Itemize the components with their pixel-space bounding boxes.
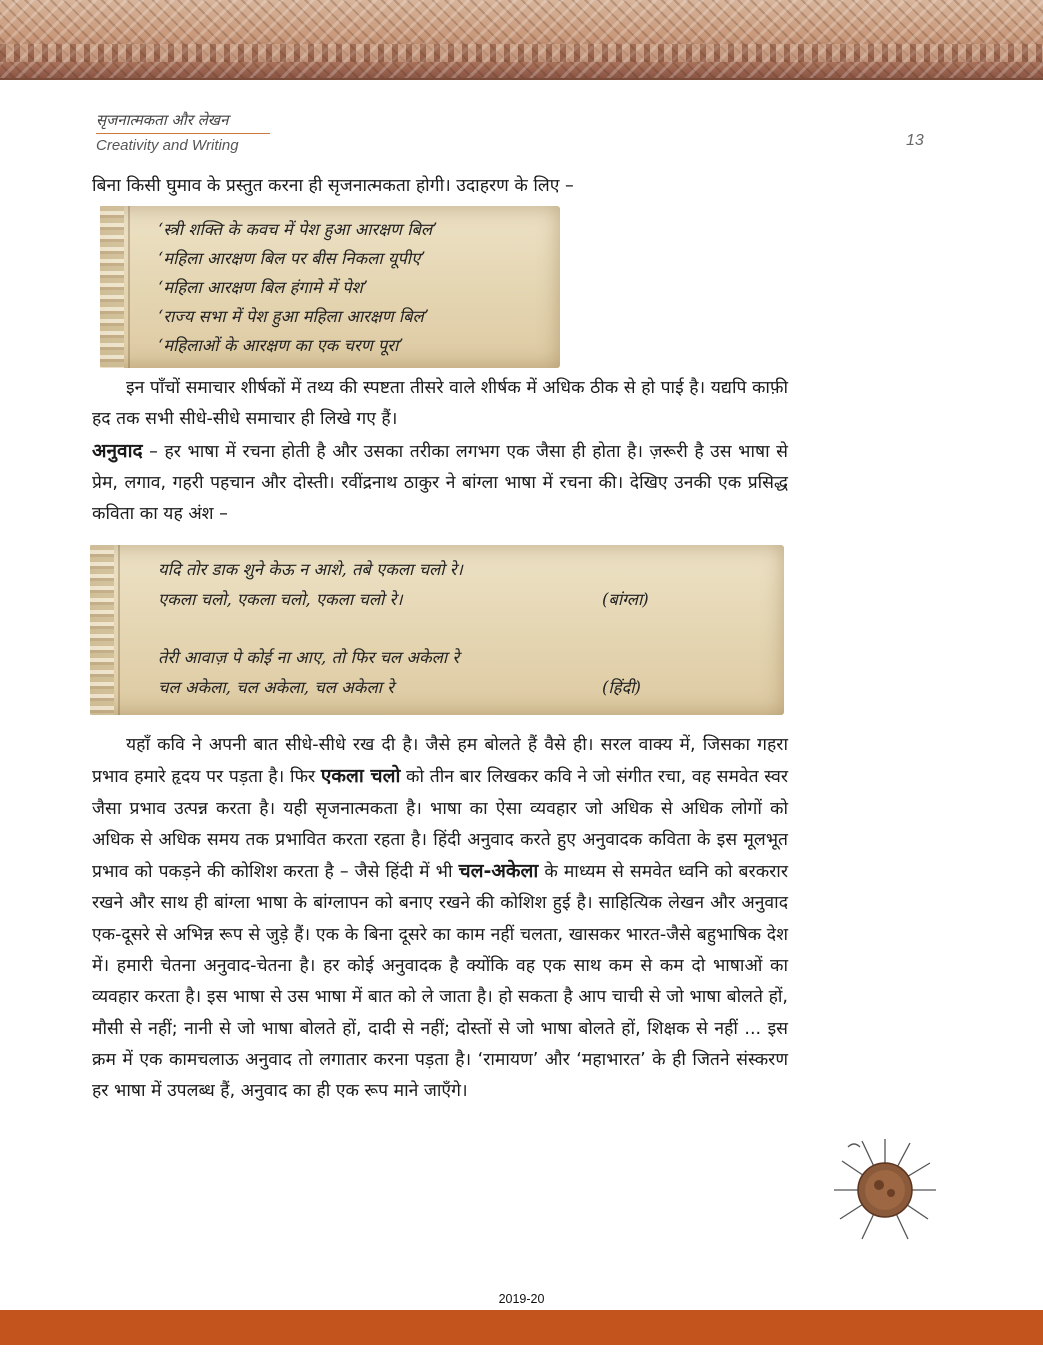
banner-carving-band <box>0 44 1043 62</box>
headline-1: ‘स्त्री शक्ति के कवच में पेश हुआ आरक्षण बिल’ <box>158 220 438 239</box>
headline-3: ‘महिला आरक्षण बिल हंगामे में पेश’ <box>158 278 368 297</box>
sun-ornament-icon <box>830 1135 940 1245</box>
header-rule <box>96 133 270 134</box>
para3-text-2: को तीन बार लिखकर कवि ने जो संगीत रचा, वह समवेत स्वर जैसा प्रभाव उत्पन्न करता है। यही सृजनात्मकता है। भाषा का ऐसा व्यवहार जो अधिक से अधिक लोगों को अधिक से अधिक समय तक प्रभावित करता रहता है। हिंदी अनुवाद करते हुए अनुवादक कविता के इस मूलभूत प्रभाव को पकड़ने की कोशिश करता है – जैसे हिंदी में भी <box>92 767 788 883</box>
para3-text-3: के माध्यम से समवेत ध्वनि को बरकरार रखने और साथ ही बांग्ला भाषा के बांग्लापन को बनाए रखने की कोशिश हुई है। साहित्यिक लेखन और अनुवाद एक-दूसरे से अभिन्न रूप से जुड़े हैं। एक के बिना दूसरे का काम नहीं चलता, खासकर भारत-जैसे बहुभाषिक देश में। हमारी चेतना अनुवाद-चेतना है। हर कोई अनुवादक है क्योंकि वह एक साथ कम से कम दो भाषाओं का व्यवहार करता है। इस भाषा से उस भाषा में बात को ले जाता है। हो सकता है आप चाची से जो भाषा बोलते हों, मौसी से नहीं; नानी से जो भाषा बोलते हों, दादी से नहीं; दोस्तों से जो भाषा बोलते हों, शिक्षक से नहीं ... इस क्रम में एक कामचलाऊ अनुवाद तो लगातार करना पड़ता है। ‘रामायण’ और ‘महाभारत’ के ही जितने संस्करण हर भाषा में उपलब्ध हैं, अनुवाद का ही एक रूप माने जाएँगे। <box>92 862 788 1102</box>
translation-intro-text: – हर भाषा में रचना होती है और उसका तरीका लगभग एक जैसा ही होता है। ज़रूरी है उस भाषा से प्रेम, लगाव, गहरी पहचान और दोस्ती। रवींद्रनाथ ठाकुर ने बांग्ला भाषा में रचना की। देखिए उनकी एक प्रसिद्ध कविता का यह अंश – <box>92 441 788 525</box>
poem-bangla-line-2: एकला चलो, एकला चलो, एकला चलो रे। <box>158 590 403 609</box>
paper-fold-line <box>118 545 120 715</box>
headline-5: ‘महिलाओं के आरक्षण का एक चरण पूरा’ <box>158 336 404 355</box>
paragraph-headline-analysis: इन पाँचों समाचार शीर्षकों में तथ्य की स्पष्टता तीसरे वाले शीर्षक में अधिक ठीक से हो पाई है। यद्यपि काफ़ी हद तक सभी सीधे-सीधे समाचार ही लिखे गए हैं। <box>92 378 788 430</box>
term-chal-akela: चल-अकेला <box>458 860 539 883</box>
poem-hindi-line-1: तेरी आवाज़ पे कोई ना आए, तो फिर चल अकेला रे <box>158 648 460 667</box>
footer-year: 2019-20 <box>498 1292 545 1306</box>
paragraph-translation-intro <box>92 436 788 531</box>
running-header-english: Creativity and Writing <box>96 137 239 154</box>
body-paragraphs-top <box>92 373 788 530</box>
poem-card <box>90 545 784 715</box>
term-anuvad: अनुवाद <box>92 439 143 462</box>
poem-bangla-label: (बांग्ला) <box>602 590 649 609</box>
term-ekla-chalo: एकला चलो <box>320 765 401 788</box>
torn-paper-edge <box>100 206 124 368</box>
paragraph-creativity-translation <box>92 730 788 1108</box>
intro-paragraph <box>92 171 788 202</box>
body-paragraph-bottom <box>92 730 788 1108</box>
running-header-hindi: सृजनात्मकता और लेखन <box>96 111 229 129</box>
headline-4: ‘राज्य सभा में पेश हुआ महिला आरक्षण बिल’ <box>158 307 429 326</box>
poem-bangla-line-1: यदि तोर डाक शुने केऊ न आशे, तबे एकला चलो रे। <box>158 560 463 579</box>
headline-2: ‘महिला आरक्षण बिल पर बीस निकला यूपीए’ <box>158 249 426 268</box>
poem-hindi-line-2: चल अकेला, चल अकेला, चल अकेला रे <box>158 678 394 697</box>
headlines-card <box>100 206 560 368</box>
para3-text-1: यहाँ कवि ने अपनी बात सीधे-सीधे रख दी है। जैसे हम बोलते हैं वैसे ही। सरल वाक्य में, जिसका गहरा प्रभाव हमारे हृदय पर पड़ता है। फिर <box>92 735 788 788</box>
torn-paper-edge <box>90 545 114 715</box>
poem-hindi-label: (हिंदी) <box>602 678 641 697</box>
decorative-banner <box>0 0 1043 80</box>
page-number: 13 <box>906 132 924 149</box>
paper-fold-line <box>128 206 130 368</box>
footer-bar <box>0 1310 1043 1345</box>
intro-line: बिना किसी घुमाव के प्रस्तुत करना ही सृजनात्मकता होगी। उदाहरण के लिए – <box>92 176 574 196</box>
